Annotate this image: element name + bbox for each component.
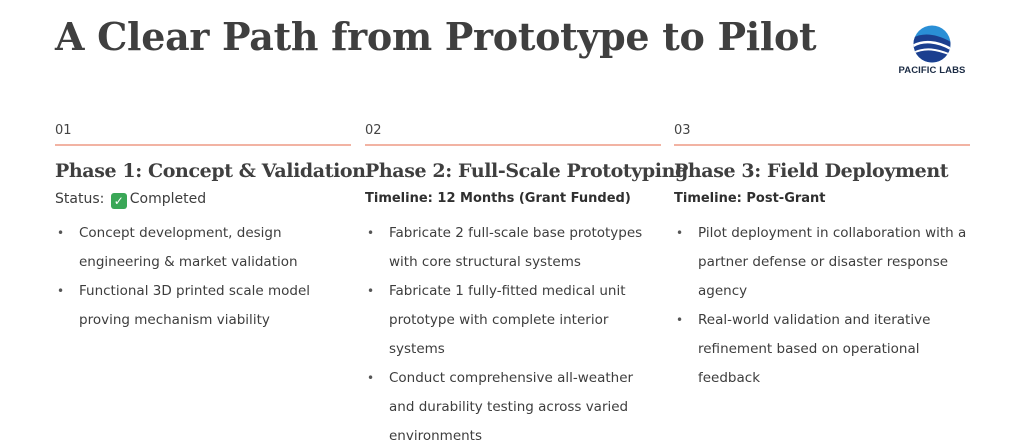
phase-divider [674,144,970,146]
phase-divider [55,144,351,146]
bullet-icon: • [57,226,65,240]
list-item [365,364,661,443]
bullet-text: Fabricate 1 fully-fitted medical unit prototype with complete interior systems [389,283,626,357]
bullet-icon: • [367,371,375,385]
list-item [674,306,970,393]
bullet-icon: • [367,284,375,298]
page-title: A Clear Path from Prototype to Pilot [55,14,817,59]
bullet-text: Pilot deployment in collaboration with a partner defense or disaster response agency [698,225,967,299]
bullet-icon: • [367,226,375,240]
phase-bullet-list [365,219,661,443]
bullet-icon: • [57,284,65,298]
phase-timeline: Timeline: 12 Months (Grant Funded) [365,191,631,206]
check-mark-icon: ✓ [111,193,127,209]
list-item [55,277,351,335]
phase-column-3 [674,122,970,393]
phase-bullet-list [674,219,970,393]
phase-number: 01 [55,123,72,138]
phase-divider [365,144,661,146]
status-value: Completed [129,191,207,207]
phase-column-1 [55,122,366,335]
bullet-text: Conduct comprehensive all-weather and durability testing across varied environments [389,370,634,443]
status-label: Status: [55,191,105,207]
list-item [365,219,661,277]
bullet-text: Concept development, design engineering & market validation [79,225,298,270]
phase-title: Phase 3: Field Deployment [674,160,949,182]
logo-text: PACIFIC LABS [898,65,966,76]
phase-timeline: Timeline: Post-Grant [674,191,826,206]
phase-bullet-list [55,219,351,335]
bullet-text: Fabricate 2 full-scale base prototypes with core structural systems [389,225,643,270]
phase-status [55,188,351,210]
list-item [55,219,351,277]
bullet-text: Real-world validation and iterative refinement based on operational feedback [698,312,931,386]
company-logo [896,24,968,76]
bullet-icon: • [676,226,684,240]
phase-number: 03 [674,123,691,138]
list-item [365,277,661,364]
bullet-text: Functional 3D printed scale model proving mechanism viability [79,283,311,328]
bullet-icon: • [676,313,684,327]
phase-title: Phase 2: Full-Scale Prototyping [365,160,688,182]
list-item [674,219,970,306]
phase-title: Phase 1: Concept & Validation [55,160,366,182]
phase-number: 02 [365,123,382,138]
pacific-labs-wave-logo-icon [913,24,951,64]
